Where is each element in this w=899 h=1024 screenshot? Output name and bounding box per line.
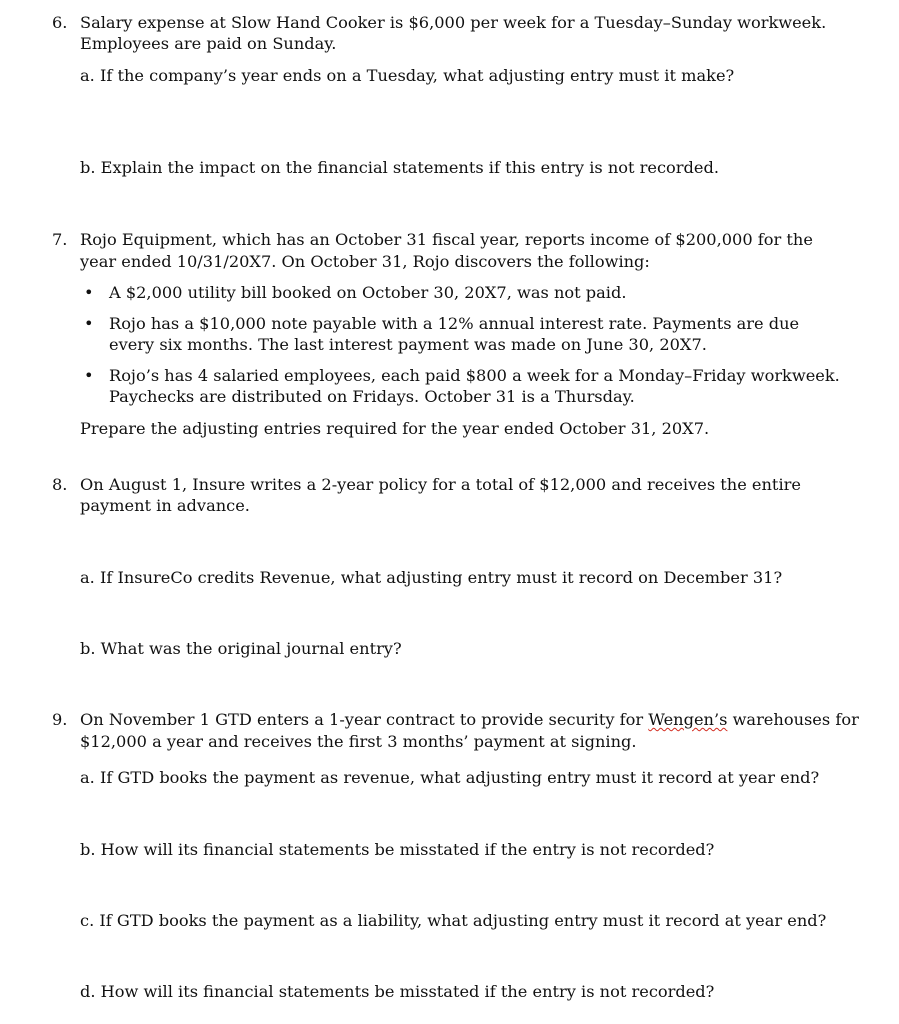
question-8-text-line-2: payment in advance. [80, 496, 250, 515]
question-7-bullet-1: A $2,000 utility bill booked on October 30, 20X7, was not paid. [109, 283, 627, 302]
question-7-bullet-2-line-1: Rojo has a $10,000 note payable with a 12% annual interest rate. Payments are due [109, 314, 800, 333]
bullet-icon: • [84, 366, 94, 385]
question-6a: a. If the company’s year ends on a Tuesday, what adjusting entry must it make? [80, 66, 735, 85]
bullet-icon: • [84, 314, 94, 333]
question-8-number: 8. [52, 475, 68, 494]
question-9a: a. If GTD books the payment as revenue, what adjusting entry must it record at year end? [80, 768, 820, 787]
question-9-text-line-2: $12,000 a year and receives the first 3 months’ payment at signing. [80, 732, 637, 751]
question-8-text-line-1: On August 1, Insure writes a 2-year policy for a total of $12,000 and receives the entire [80, 475, 801, 494]
question-9d: d. How will its financial statements be misstated if the entry is not recorded? [80, 982, 715, 1001]
question-7-number: 7. [52, 230, 68, 249]
question-8a: a. If InsureCo credits Revenue, what adjusting entry must it record on December 31? [80, 568, 783, 587]
question-6-text-line-2: Employees are paid on Sunday. [80, 34, 337, 53]
question-9-number: 9. [52, 710, 68, 729]
question-6b: b. Explain the impact on the financial statements if this entry is not recorded. [80, 158, 719, 177]
question-7-text-line-2: year ended 10/31/20X7. On October 31, Rojo discovers the following: [80, 252, 650, 271]
question-7-bullet-2-line-2: every six months. The last interest payment was made on June 30, 20X7. [109, 335, 707, 354]
question-7-text-line-1: Rojo Equipment, which has an October 31 fiscal year, reports income of $200,000 for the [80, 230, 813, 249]
question-6-text-line-1: Salary expense at Slow Hand Cooker is $6,000 per week for a Tuesday–Sunday workweek. [80, 13, 827, 32]
question-6-number: 6. [52, 13, 68, 32]
bullet-icon: • [84, 283, 94, 302]
spellcheck-flagged-word[interactable]: Wengen’s [648, 710, 728, 729]
question-9-text-line-1-end: warehouses for [727, 710, 859, 729]
question-9b: b. How will its financial statements be misstated if the entry is not recorded? [80, 840, 715, 859]
question-8b: b. What was the original journal entry? [80, 639, 402, 658]
question-9-text-line-1 [80, 709, 870, 730]
question-7-closing: Prepare the adjusting entries required for the year ended October 31, 20X7. [80, 419, 710, 438]
question-9c: c. If GTD books the payment as a liability, what adjusting entry must it record at year end? [80, 911, 827, 930]
question-7-bullet-3-line-1: Rojo’s has 4 salaried employees, each paid $800 a week for a Monday–Friday workweek. [109, 366, 840, 385]
question-7-bullet-3-line-2: Paychecks are distributed on Fridays. October 31 is a Thursday. [109, 387, 635, 406]
question-9-text-line-1-start: On November 1 GTD enters a 1-year contract to provide security for [80, 710, 649, 729]
